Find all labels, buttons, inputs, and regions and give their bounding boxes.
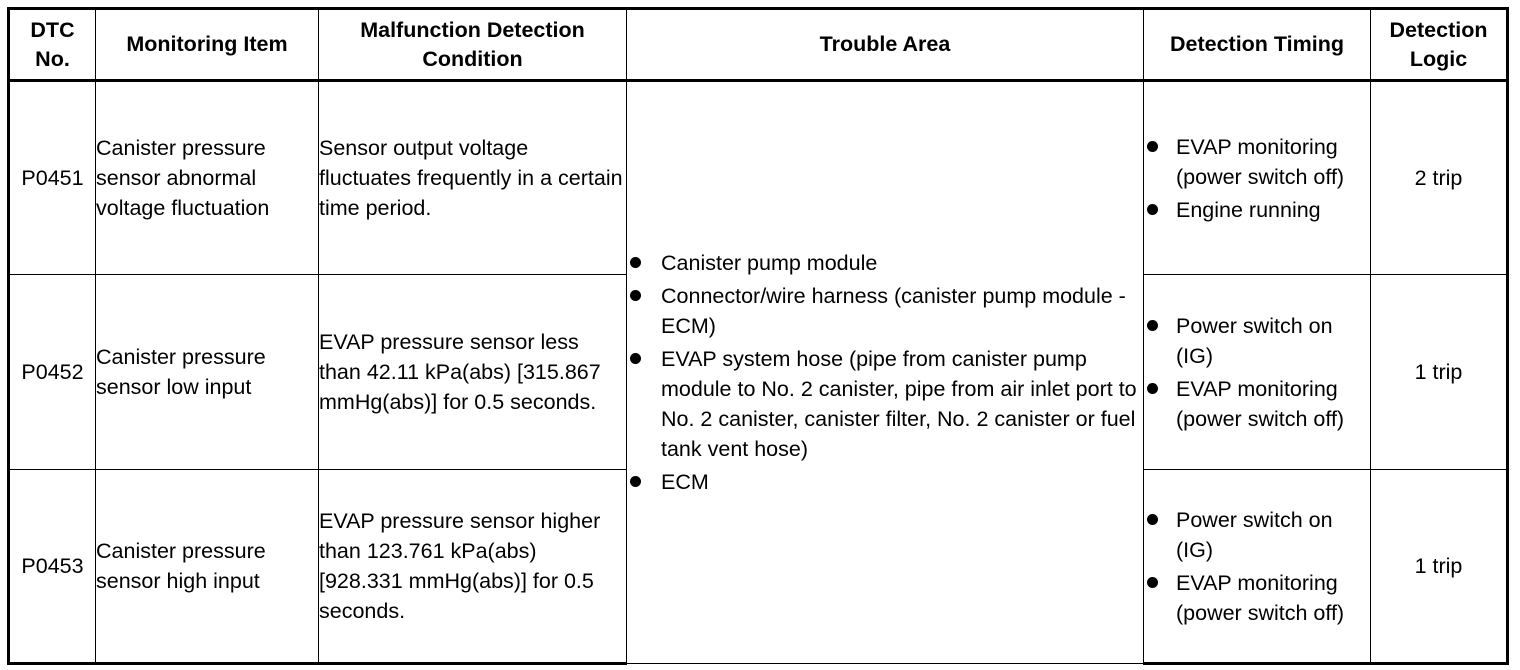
timing-text: EVAP monitoring (power switch off) <box>1176 570 1345 625</box>
list-item <box>1144 374 1370 434</box>
monitoring-item: Canister pressure sensor low input <box>96 275 319 470</box>
header-detection-timing: Detection Timing <box>1144 9 1371 81</box>
header-detection-logic: Detection Logic <box>1371 9 1508 81</box>
timing-list <box>1144 505 1370 628</box>
detection-logic: 2 trip <box>1371 81 1508 275</box>
trouble-area-text: ECM <box>661 470 709 494</box>
table-header-row <box>9 9 1508 81</box>
bullet-icon <box>630 353 641 364</box>
bullet-icon <box>1147 141 1158 152</box>
monitoring-item: Canister pressure sensor abnormal voltage fluctuation <box>96 81 319 275</box>
list-item <box>1144 311 1370 371</box>
trouble-area-text: EVAP system hose (pipe from canister pump module to No. 2 canister, pipe from air inlet port to No. 2 canister, canister filter, No. 2 canister or fuel tank vent hose) <box>661 347 1137 461</box>
list-item <box>1144 568 1370 628</box>
monitoring-item: Canister pressure sensor high input <box>96 470 319 664</box>
bullet-icon <box>1147 577 1158 588</box>
detection-timing <box>1144 275 1371 470</box>
dtc-code: P0453 <box>9 470 96 664</box>
list-item <box>1144 505 1370 565</box>
timing-text: EVAP monitoring (power switch off) <box>1176 376 1345 431</box>
dtc-table <box>7 7 1509 665</box>
bullet-icon <box>630 476 641 487</box>
header-trouble-area: Trouble Area <box>627 9 1144 81</box>
trouble-area-text: Connector/wire harness (canister pump module - ECM) <box>661 284 1126 338</box>
table-row <box>9 81 1508 275</box>
bullet-icon <box>630 290 641 301</box>
timing-text: EVAP monitoring (power switch off) <box>1176 134 1345 189</box>
detection-logic: 1 trip <box>1371 470 1508 664</box>
list-item <box>1144 195 1370 225</box>
list-item <box>627 248 1143 278</box>
dtc-code: P0451 <box>9 81 96 275</box>
trouble-area <box>627 81 1144 664</box>
timing-text: Power switch on (IG) <box>1176 507 1333 562</box>
timing-list <box>1144 311 1370 434</box>
list-item <box>1144 132 1370 192</box>
bullet-icon <box>1147 204 1158 215</box>
bullet-icon <box>1147 514 1158 525</box>
header-monitoring-item: Monitoring Item <box>96 9 319 81</box>
list-item <box>627 281 1143 341</box>
timing-text: Power switch on (IG) <box>1176 313 1333 368</box>
detection-timing <box>1144 81 1371 275</box>
list-item <box>627 467 1143 497</box>
malfunction-condition: EVAP pressure sensor higher than 123.761 kPa(abs) [928.331 mmHg(abs)] for 0.5 seconds. <box>319 470 627 664</box>
dtc-code: P0452 <box>9 275 96 470</box>
list-item <box>627 344 1143 464</box>
timing-text: Engine running <box>1176 197 1321 222</box>
header-malfunction-condition: Malfunction Detection Condition <box>319 9 627 81</box>
bullet-icon <box>1147 320 1158 331</box>
bullet-icon <box>1147 383 1158 394</box>
trouble-area-text: Canister pump module <box>661 251 878 275</box>
timing-list <box>1144 132 1370 225</box>
malfunction-condition: EVAP pressure sensor less than 42.11 kPa(abs) [315.867 mmHg(abs)] for 0.5 seconds. <box>319 275 627 470</box>
malfunction-condition: Sensor output voltage fluctuates frequently in a certain time period. <box>319 81 627 275</box>
detection-timing <box>1144 470 1371 664</box>
detection-logic: 1 trip <box>1371 275 1508 470</box>
header-dtc-no: DTC No. <box>9 9 96 81</box>
bullet-icon <box>630 257 641 268</box>
trouble-area-list <box>627 248 1143 497</box>
